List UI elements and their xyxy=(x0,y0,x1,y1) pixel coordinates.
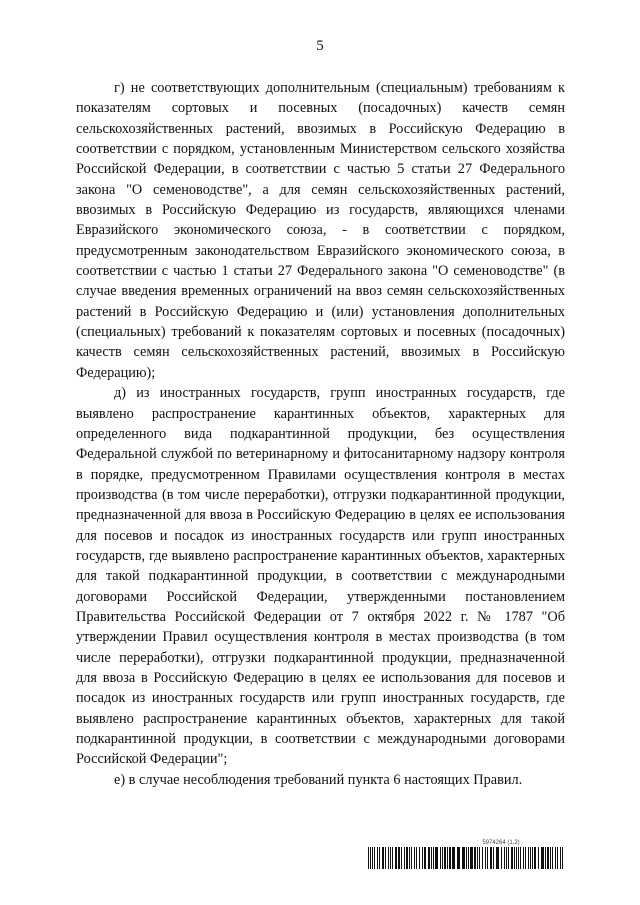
paragraph-e: е) в случае несоблюдения требований пункта 6 настоящих Правил. xyxy=(114,771,523,788)
page-number: 5 xyxy=(316,38,324,54)
stamp-code: 5974264 (1.2) xyxy=(482,840,520,846)
document-body xyxy=(76,78,565,790)
paragraph-g: г) не соответствующих дополнительным (специальным) требованиям к показателям сортовых и посевных (посадочных) качеств семян сельскохозяйственных растений, ввозимых в Российскую Федерацию в соответствии с порядком, установленным Министерством сельского хозяйства Российской Федерации, в соответствии с частью 5 статьи 27 Федерального закона "О семеноводстве", а для семян сельскохозяйственных растений, ввозимых в Российскую Федерацию из государств, являющихся членами Евразийского экономического союза, - в соответствии с порядком, предусмотренным законодательством Евразийского экономического союза, в соответствии с частью 1 статьи 27 Федерального закона "О семеноводстве" (в случае введения временных ограничений на ввоз семян сельскохозяйственных растений в Российскую Федерацию и (или) установления дополнительных (специальных) требований к показателям сортовых и посевных (посадочных) качеств семян сельскохозяйственных растений, ввозимых в Российскую Федерацию); xyxy=(76,80,565,381)
paragraph-d: д) из иностранных государств, групп иностранных государств, где выявлено распространение карантинных объектов, характерных для определенного вида подкарантинной продукции, без осуществления Федеральной службой по ветеринарному и фитосанитарному надзору контроля в порядке, предусмотренном Правилами осуществления контроля в местах производства (в том числе переработки), отгрузки подкарантинной продукции, предназначенной для ввоза в Российскую Федерацию в целях ее использования для посевов и посадок из иностранных государств или групп иностранных государств, где выявлено распространение карантинных объектов, характерных для такой подкарантинной продукции, в соответствии с международными договорами Российской Федерации, утвержденными постановлением Правительства Российской Федерации от 7 октября 2022 г. № 1787 "Об утверждении Правил осуществления контроля в местах производства (в том числе переработки), отгрузки подкарантинной продукции, предназначенной для ввоза в Российскую Федерацию в целях ее использования для посевов и посадок из иностранных государств или групп иностранных государств, где выявлено распространение карантинных объектов, характерных для такой подкарантинной продукции, в соответствии с международными договорами Российской Федерации"; xyxy=(76,385,565,768)
barcode-icon xyxy=(368,847,564,869)
document-stamp xyxy=(368,840,564,869)
